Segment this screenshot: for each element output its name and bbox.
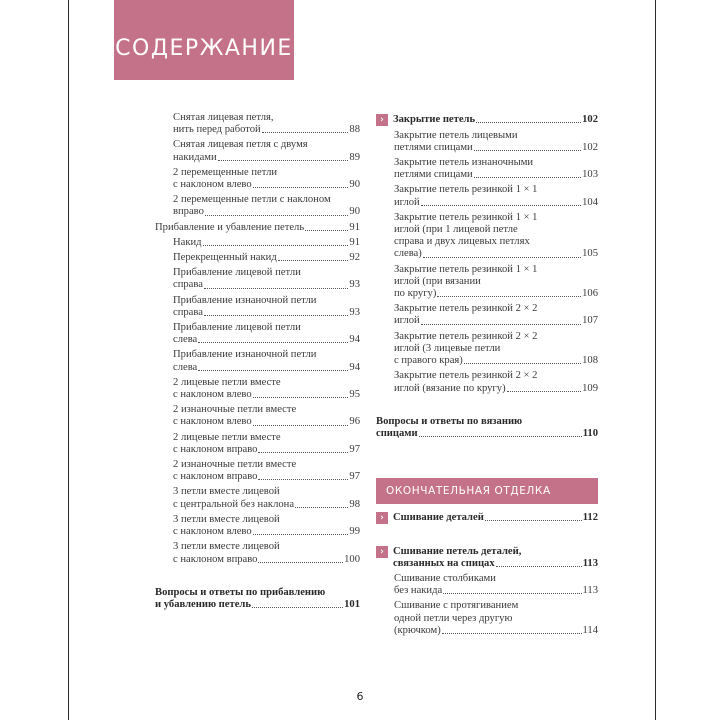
toc-entry[interactable] (155, 514, 360, 538)
toc-page-number: 89 (349, 151, 360, 163)
toc-page-number: 112 (582, 512, 598, 523)
dot-leader (218, 160, 349, 161)
dot-leader (198, 342, 348, 343)
toc-entry[interactable] (376, 184, 598, 208)
dot-leader (253, 397, 349, 398)
toc-page-number: 88 (349, 124, 360, 136)
toc-right-column-bottom (376, 512, 598, 640)
toc-entry-text: петлями спицами (394, 169, 473, 181)
toc-page-number: 101 (344, 598, 360, 610)
chevron-right-icon: › (376, 512, 388, 524)
toc-entry-text: 2 лицевые петли вместе (173, 376, 281, 388)
toc-entry-text: иглой (при 1 лицевой петле (394, 224, 518, 236)
toc-entry-text: Закрытие петель резинкой 1 × 1 (394, 211, 538, 223)
toc-page-number: 113 (582, 585, 598, 597)
dot-leader (295, 507, 348, 508)
toc-entry[interactable] (155, 541, 360, 565)
toc-entry-text: с наклоном вправо (173, 471, 258, 483)
dot-leader (476, 122, 581, 123)
toc-entry-text: с наклоном вправо (173, 553, 258, 565)
toc-entry[interactable] (155, 432, 360, 456)
toc-entry-text: с наклоном влево (173, 179, 252, 191)
toc-entry-text: 2 изнаночные петли вместе (173, 459, 297, 471)
toc-entry-text: с наклоном влево (173, 389, 252, 401)
toc-entry-text: с центральной без наклона (173, 498, 295, 510)
toc-entry-text: иглой (при вязании (394, 275, 481, 287)
toc-entry[interactable] (155, 194, 360, 218)
toc-entry-text: спицами (376, 427, 418, 439)
toc-entry-text: нить перед работой (173, 124, 261, 136)
toc-entry[interactable] (376, 370, 598, 394)
toc-page-number: 98 (349, 498, 360, 510)
toc-entry-text: по кругу) (394, 288, 437, 300)
toc-entry-text: Прибавление и убавление петель (155, 221, 305, 233)
toc-entry-text: Накид (173, 236, 202, 248)
toc-page-number: 90 (349, 179, 360, 191)
toc-entry-text: Вопросы и ответы по прибавлению (155, 586, 326, 598)
toc-entry[interactable] (155, 587, 360, 611)
toc-page-number: 92 (349, 252, 360, 264)
toc-entry[interactable] (155, 459, 360, 483)
toc-page-number: 93 (349, 279, 360, 291)
toc-entry[interactable] (376, 600, 598, 637)
dot-leader (442, 633, 582, 634)
toc-entry-text: Сшивание деталей (393, 512, 484, 523)
toc-entry[interactable] (155, 486, 360, 510)
toc-page-number: 94 (349, 361, 360, 373)
toc-page-number: 91 (349, 221, 360, 233)
toc-page-number: 114 (582, 624, 598, 636)
toc-page-number: 104 (582, 196, 598, 208)
toc-page-number: 108 (582, 355, 598, 367)
toc-entry[interactable] (155, 295, 360, 319)
toc-entry[interactable] (376, 331, 598, 368)
dot-leader (421, 205, 581, 206)
dot-leader (203, 245, 349, 246)
toc-entry-text: 3 петли вместе лицевой (173, 486, 280, 498)
header-band (114, 0, 294, 80)
chevron-right-icon: › (376, 114, 388, 126)
toc-entry-text: и убавлению петель (155, 598, 251, 610)
toc-page-number: 90 (349, 206, 360, 218)
toc-entry-text: Перекрещенный накид (173, 252, 277, 264)
toc-entry-text: Закрытие петель резинкой 2 × 2 (394, 303, 538, 315)
toc-entry-text: Закрытие петель резинкой 2 × 2 (394, 330, 538, 342)
toc-entry-text: одной петли через другую (394, 612, 513, 624)
toc-page-number: 113 (582, 557, 598, 569)
dot-leader (253, 425, 349, 426)
dot-leader (252, 607, 343, 608)
toc-page-number: 96 (349, 416, 360, 428)
toc-entry-text: Закрытие петель изнаночными (394, 157, 534, 169)
dot-leader (253, 534, 349, 535)
dot-leader (507, 391, 582, 392)
toc-page-number: 100 (344, 553, 360, 565)
toc-entry-text: иглой (394, 196, 420, 208)
toc-entry-text: Вопросы и ответы по вязанию (376, 415, 523, 427)
dot-leader (474, 177, 581, 178)
toc-entry[interactable] (155, 322, 360, 346)
dot-leader (278, 260, 349, 261)
toc-entry[interactable] (155, 404, 360, 428)
toc-entry[interactable] (155, 139, 360, 163)
toc-entry-text: слева (173, 361, 198, 373)
toc-page-number: 105 (582, 248, 598, 260)
toc-entry-text: справа и двух лицевых петлях (394, 236, 530, 248)
dot-leader (485, 520, 582, 521)
toc-entry[interactable] (155, 267, 360, 291)
dot-leader (423, 257, 581, 258)
toc-entry-text: вправо (173, 206, 204, 218)
toc-entry[interactable] (376, 157, 598, 181)
toc-entry[interactable] (376, 130, 598, 154)
toc-entry-text: 2 лицевые петли вместе (173, 431, 281, 443)
toc-page-number: 91 (349, 236, 360, 248)
toc-entry-text: с наклоном вправо (173, 443, 258, 455)
dot-leader (258, 452, 348, 453)
toc-page-number: 109 (582, 382, 598, 394)
dot-leader (262, 132, 349, 133)
toc-right-column-top (376, 114, 598, 440)
toc-entry-text: 3 петли вместе лицевой (173, 541, 280, 553)
toc-entry[interactable] (376, 573, 598, 597)
toc-page-number: 102 (582, 114, 598, 125)
toc-entry[interactable] (376, 264, 598, 301)
toc-entry[interactable] (376, 512, 598, 525)
toc-page-number: 103 (582, 169, 598, 181)
toc-entry-text: Закрытие петель резинкой 1 × 1 (394, 263, 538, 275)
toc-entry[interactable] (376, 546, 598, 570)
toc-entry[interactable] (155, 237, 360, 249)
toc-entry[interactable] (155, 349, 360, 373)
toc-entry-text: с правого края) (394, 355, 463, 367)
dot-leader (204, 288, 348, 289)
toc-entry-text: иглой (вязание по кругу) (394, 382, 506, 394)
toc-entry-text: с наклоном влево (173, 526, 252, 538)
toc-entry-text: 2 перемещенные петли с наклоном (173, 194, 331, 206)
toc-entry-text: Закрытие петель лицевыми (394, 129, 518, 141)
toc-page-number: 107 (582, 315, 598, 327)
toc-entry[interactable] (376, 114, 598, 127)
toc-entry-text: накидами (173, 151, 217, 163)
dot-leader (437, 296, 581, 297)
toc-page-number: 95 (349, 389, 360, 401)
toc-entry-text: Снятая лицевая петля, (173, 112, 274, 123)
dot-leader (419, 436, 582, 437)
toc-left-column (155, 112, 360, 611)
toc-entry-text: Прибавление изнаночной петли (173, 294, 317, 306)
dot-leader (474, 150, 581, 151)
toc-entry-text: слева) (394, 248, 422, 260)
dot-leader (443, 593, 581, 594)
toc-page-number: 97 (349, 471, 360, 483)
toc-entry-text: связанных на спицах (393, 557, 495, 569)
toc-entry[interactable] (155, 252, 360, 264)
toc-entry[interactable] (155, 112, 360, 136)
toc-entry-text: Прибавление лицевой петли (173, 322, 301, 334)
toc-entry-text: справа (173, 279, 203, 291)
page-number: 6 (356, 690, 364, 703)
toc-entry-text: Сшивание петель деталей, (393, 545, 522, 557)
toc-entry-text: иглой (394, 315, 420, 327)
toc-entry-text: 2 перемещенные петли (173, 166, 278, 178)
toc-entry-text: Закрытие петель (393, 114, 476, 125)
toc-entry[interactable] (376, 212, 598, 261)
toc-entry-text: иглой (3 лицевые петли (394, 342, 501, 354)
page-title: СОДЕРЖАНИЕ (115, 36, 293, 61)
toc-entry-text: 2 изнаночные петли вместе (173, 404, 297, 416)
toc-page-number: 93 (349, 306, 360, 318)
dot-leader (496, 566, 582, 567)
dot-leader (205, 215, 349, 216)
toc-entry[interactable] (155, 167, 360, 191)
dot-leader (258, 479, 348, 480)
dot-leader (464, 363, 581, 364)
chevron-right-icon: › (376, 546, 388, 558)
toc-entry-text: 3 петли вместе лицевой (173, 513, 280, 525)
toc-entry-text: Сшивание с протягиванием (394, 600, 519, 612)
toc-page-number: 106 (582, 288, 598, 300)
toc-entry[interactable] (155, 377, 360, 401)
toc-entry-text: (крючком) (394, 624, 441, 636)
dot-leader (204, 315, 348, 316)
dot-leader (198, 370, 348, 371)
section-heading: ОКОНЧАТЕЛЬНАЯ ОТДЕЛКА (376, 478, 598, 504)
toc-entry-text: Прибавление изнаночной петли (173, 349, 317, 361)
toc-page-number: 97 (349, 443, 360, 455)
toc-page-number: 110 (582, 427, 598, 439)
toc-entry-text: Сшивание столбиками (394, 573, 496, 585)
toc-entry-text: без накида (394, 585, 443, 597)
toc-entry-text: с наклоном влево (173, 416, 252, 428)
toc-entry[interactable] (376, 303, 598, 327)
toc-entry-text: Прибавление лицевой петли (173, 267, 301, 279)
toc-entry-text: слева (173, 334, 198, 346)
toc-page-number: 99 (349, 526, 360, 538)
dot-leader (421, 324, 581, 325)
toc-entry-text: Снятая лицевая петля с двумя (173, 139, 308, 151)
dot-leader (253, 187, 349, 188)
dot-leader (305, 230, 348, 231)
toc-entry-text: Закрытие петель резинкой 2 × 2 (394, 370, 538, 382)
toc-entry-text: Закрытие петель резинкой 1 × 1 (394, 184, 538, 196)
toc-page-number: 94 (349, 334, 360, 346)
toc-entry[interactable] (155, 222, 360, 234)
toc-entry[interactable] (376, 416, 598, 440)
toc-entry-text: справа (173, 306, 203, 318)
dot-leader (258, 562, 343, 563)
toc-page-number: 102 (582, 141, 598, 153)
toc-entry-text: петлями спицами (394, 141, 473, 153)
